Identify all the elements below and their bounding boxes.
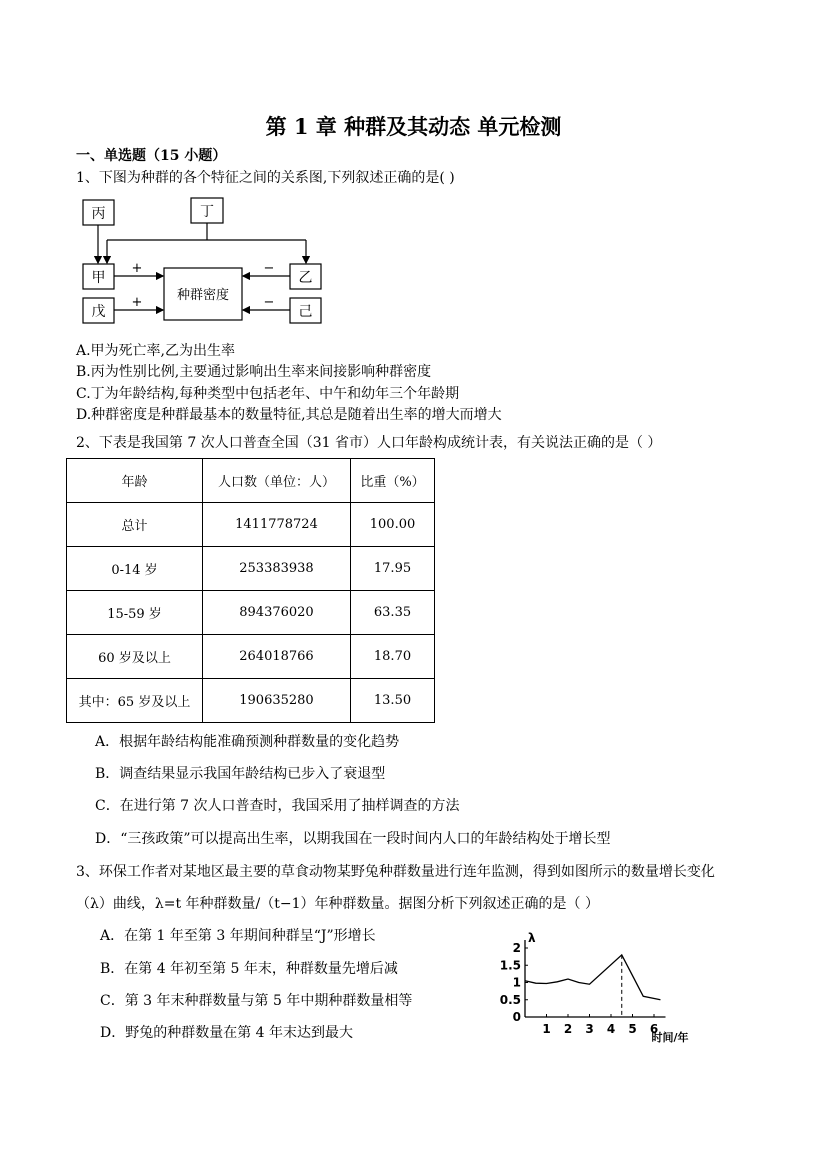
table-row: [67, 547, 435, 591]
lambda-chart: [490, 920, 720, 1050]
label-center: 种群密度: [176, 288, 230, 303]
q3-option-a: A．在第 1 年至第 3 年期间种群呈“J”形增长: [100, 928, 376, 944]
y-tick-label: 2: [512, 941, 521, 955]
sign-plus-jia: +: [131, 261, 143, 276]
y-tick-label: 0: [512, 1010, 521, 1024]
table-cell: 15-59 岁: [67, 591, 203, 635]
q2-option-d: D．“三孩政策”可以提高出生率，以期我国在一段时间内人口的年龄结构处于增长型: [95, 831, 611, 847]
table-cell: 17.95: [351, 547, 435, 591]
table-cell: 1411778724: [203, 503, 351, 547]
label-ding: 丁: [200, 204, 214, 220]
table-row: [67, 635, 435, 679]
sign-minus-yi: −: [263, 261, 275, 276]
q1-option-d: D.种群密度是种群最基本的数量特征,其总是随着出生率的增大而增大: [76, 407, 502, 423]
y-tick-label: 1: [512, 975, 521, 990]
x-tick-label: 3: [585, 1022, 594, 1036]
table-cell: 63.35: [351, 591, 435, 635]
table-cell: 总计: [67, 503, 203, 547]
table-cell: 264018766: [203, 635, 351, 679]
q3-stem-line1: 3、环保工作者对某地区最主要的草食动物某野兔种群数量进行连年监测，得到如图所示的数量增长变化: [76, 864, 715, 880]
table-cell: 894376020: [203, 591, 351, 635]
label-ji: 己: [298, 304, 313, 320]
label-yi: 乙: [298, 270, 313, 286]
q1-stem: 1、下图为种群的各个特征之间的关系图,下列叙述正确的是( ): [76, 170, 455, 186]
q2-option-a: A．根据年龄结构能准确预测种群数量的变化趋势: [95, 734, 400, 750]
table-row: [67, 503, 435, 547]
y-tick-label: 1.5: [499, 958, 521, 973]
q1-option-a: A.甲为死亡率,乙为出生率: [76, 343, 236, 359]
x-tick-label: 5: [628, 1022, 637, 1036]
table-cell: 其中：65 岁及以上: [67, 679, 203, 723]
q2-option-c: C．在进行第 7 次人口普查时，我国采用了抽样调查的方法: [95, 798, 460, 814]
section-heading: 一、单选题（15 小题）: [76, 148, 227, 164]
population-table: [66, 458, 435, 723]
table-row: [67, 679, 435, 723]
label-wu: 戊: [91, 304, 106, 320]
table-cell: 100.00: [351, 503, 435, 547]
x-tick-label: 6: [649, 1022, 659, 1036]
table-cell: 0-14 岁: [67, 547, 203, 591]
q3-option-d: D．野兔的种群数量在第 4 年末达到最大: [100, 1025, 354, 1041]
table-header-row: [67, 459, 435, 503]
q2-option-b: B．调查结果显示我国年龄结构已步入了衰退型: [95, 766, 386, 782]
table-cell: 18.70: [351, 635, 435, 679]
table-header-cell: 年龄: [67, 459, 203, 503]
table-cell: 190635280: [203, 679, 351, 723]
q1-diagram: [70, 190, 340, 330]
lambda-series-line: [525, 955, 660, 1000]
q3-option-b: B．在第 4 年初至第 5 年末，种群数量先增后减: [100, 961, 398, 977]
page-title: 第 1 章 种群及其动态 单元检测: [265, 114, 562, 139]
x-tick-label: 2: [563, 1022, 573, 1036]
table-row: [67, 591, 435, 635]
label-jia: 甲: [91, 270, 106, 286]
y-tick-label: 0.5: [499, 992, 521, 1007]
x-tick-label: 4: [606, 1022, 616, 1036]
table-cell: 253383938: [203, 547, 351, 591]
x-tick-label: 1: [542, 1022, 551, 1036]
q1-option-b: B.丙为性别比例,主要通过影响出生率来间接影响种群密度: [76, 364, 432, 380]
table-cell: 13.50: [351, 679, 435, 723]
q1-option-c: C.丁为年龄结构,每种类型中包括老年、中午和幼年三个年龄期: [76, 386, 460, 402]
q2-stem: 2、下表是我国第 7 次人口普查全国（31 省市）人口年龄构成统计表，有关说法正确的是（ ）: [76, 435, 662, 451]
table-header-cell: 人口数（单位：人）: [203, 459, 351, 503]
q3-stem-line2: （λ）曲线，λ=t 年种群数量/（t−1）年种群数量。据图分析下列叙述正确的是（ ）: [76, 896, 599, 912]
x-axis-label: 时间/年: [651, 1031, 689, 1044]
table-header-cell: 比重（%）: [351, 459, 435, 503]
q3-option-c: C．第 3 年末种群数量与第 5 年中期种群数量相等: [100, 993, 413, 1009]
y-axis-label: λ: [528, 931, 536, 945]
sign-minus-ji: −: [263, 295, 275, 310]
label-bing: 丙: [91, 206, 106, 222]
table-cell: 60 岁及以上: [67, 635, 203, 679]
sign-plus-wu: +: [131, 295, 143, 310]
